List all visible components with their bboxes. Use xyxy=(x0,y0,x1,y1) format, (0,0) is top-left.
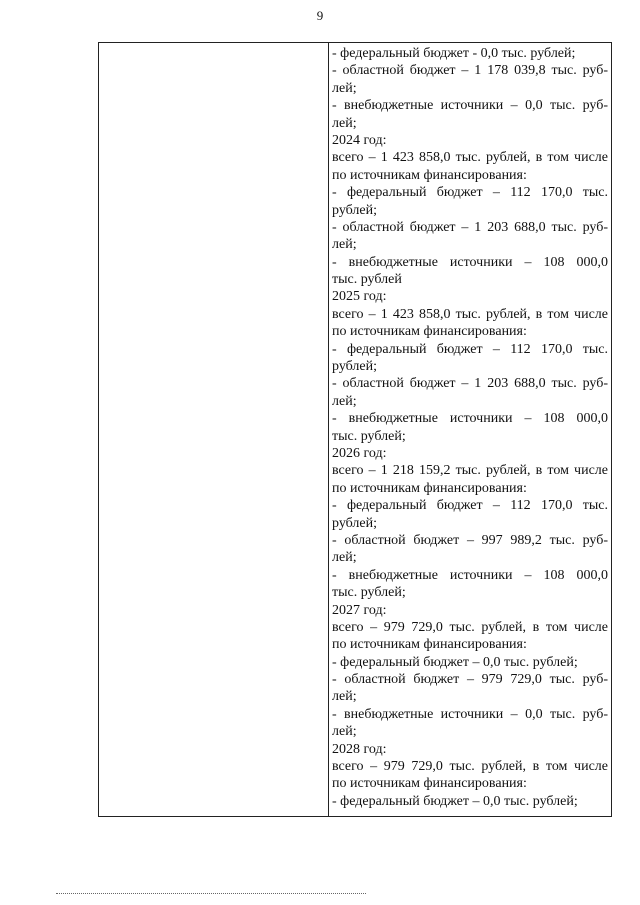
financing-line: по источникам финансирования: xyxy=(332,637,527,653)
financing-line: тыс. рублей; xyxy=(332,428,406,444)
footer-divider xyxy=(56,893,366,894)
financing-line: - областной бюджет – 1 203 688,0 тыс. руб- xyxy=(332,219,608,235)
financing-line: рублей; xyxy=(332,359,377,375)
financing-line: - федеральный бюджет – 112 170,0 тыс. xyxy=(332,498,608,514)
financing-line: - федеральный бюджет – 112 170,0 тыс. xyxy=(332,185,608,201)
financing-line: лей; xyxy=(332,393,357,409)
financing-line: всего – 1 423 858,0 тыс. рублей, в том числе xyxy=(332,306,608,322)
financing-line: 2025 год: xyxy=(332,289,387,305)
financing-line: - федеральный бюджет - 0,0 тыс. рублей; xyxy=(332,46,576,61)
financing-line: тыс. рублей xyxy=(332,272,402,288)
page-number: 9 xyxy=(316,8,324,23)
financing-line: 2027 год: xyxy=(332,602,387,618)
financing-table xyxy=(98,42,612,817)
financing-line: - федеральный бюджет – 112 170,0 тыс. xyxy=(332,341,608,357)
financing-line: - внебюджетные источники – 0,0 тыс. руб- xyxy=(332,98,608,114)
table-left-cell xyxy=(99,43,329,816)
financing-line: лей; xyxy=(332,237,357,253)
financing-line: лей; xyxy=(332,724,357,740)
financing-line: - федеральный бюджет – 0,0 тыс. рублей; xyxy=(332,654,578,670)
financing-line: - внебюджетные источники – 0,0 тыс. руб- xyxy=(332,706,608,722)
financing-line: по источникам финансирования: xyxy=(332,480,527,496)
financing-line: всего – 1 423 858,0 тыс. рублей, в том числе xyxy=(332,150,608,166)
financing-line: по источникам финансирования: xyxy=(332,776,527,792)
financing-line: лей; xyxy=(332,115,357,131)
financing-line: - областной бюджет – 1 178 039,8 тыс. руб- xyxy=(332,63,608,79)
financing-line: - областной бюджет – 1 203 688,0 тыс. руб- xyxy=(332,376,608,392)
financing-line: - внебюджетные источники – 108 000,0 xyxy=(332,254,608,270)
financing-line: лей; xyxy=(332,550,357,566)
financing-line: - федеральный бюджет – 0,0 тыс. рублей; xyxy=(332,793,578,809)
financing-line: лей; xyxy=(332,689,357,705)
financing-line: по источникам финансирования: xyxy=(332,167,527,183)
financing-line: 2028 год: xyxy=(332,741,387,757)
financing-line: рублей; xyxy=(332,515,377,531)
financing-line: всего – 979 729,0 тыс. рублей, в том числе xyxy=(332,619,608,635)
financing-line: всего – 1 218 159,2 тыс. рублей, в том числе xyxy=(332,463,608,479)
financing-line: по источникам финансирования: xyxy=(332,324,527,340)
financing-line: 2024 год: xyxy=(332,132,387,148)
financing-line: всего – 979 729,0 тыс. рублей, в том числе xyxy=(332,759,608,775)
financing-line: - внебюджетные источники – 108 000,0 xyxy=(332,411,608,427)
financing-line: тыс. рублей; xyxy=(332,585,406,601)
financing-line: 2026 год: xyxy=(332,445,387,461)
financing-line: рублей; xyxy=(332,202,377,218)
financing-line: лей; xyxy=(332,80,357,96)
financing-line: - внебюджетные источники – 108 000,0 xyxy=(332,567,608,583)
table-right-cell xyxy=(329,43,611,816)
financing-line: - областной бюджет – 997 989,2 тыс. руб- xyxy=(332,532,608,548)
financing-line: - областной бюджет – 979 729,0 тыс. руб- xyxy=(332,672,608,688)
